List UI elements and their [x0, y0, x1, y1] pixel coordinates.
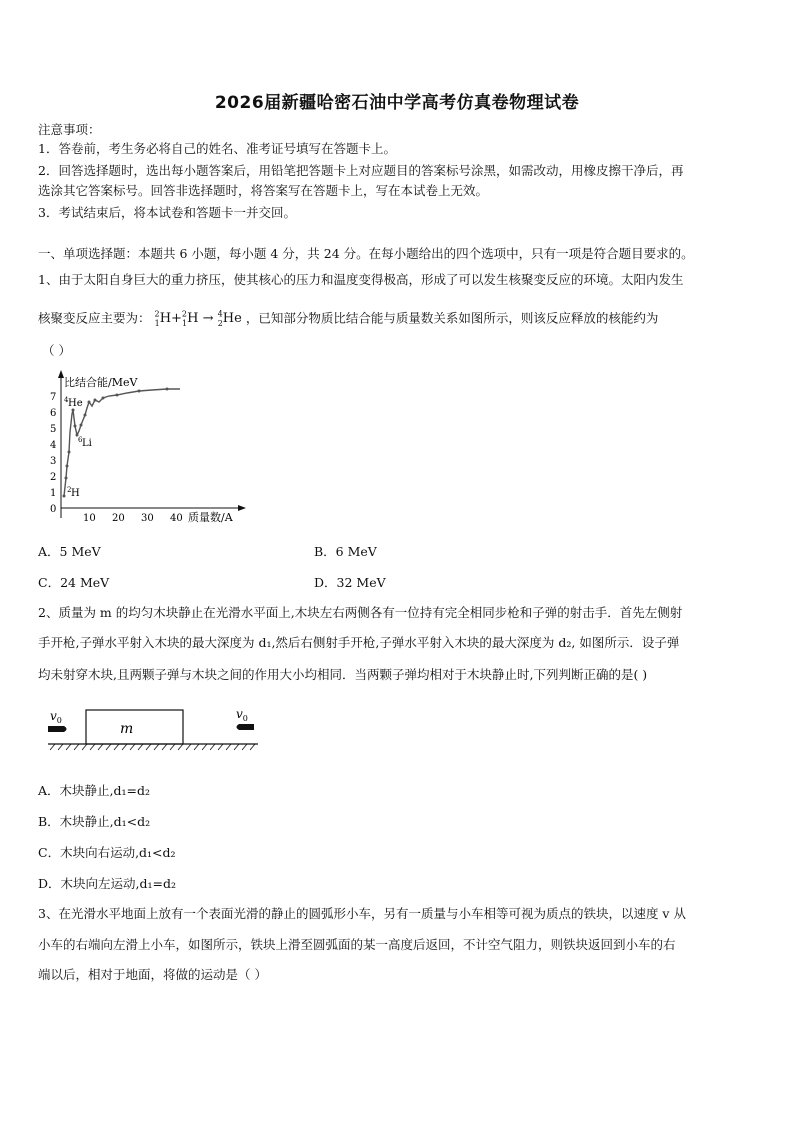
q1-option-b: B．6 MeV: [314, 544, 377, 559]
q1-line-1: 1、由于太阳自身巨大的重力挤压，使其核心的压力和温度变得极高，形成了可以发生核聚变反应的环境。太阳内发生: [38, 272, 684, 287]
y-ticks: [50, 392, 56, 515]
q2-line-2: 手开枪,子弹水平射入木块的最大深度为 d₁,然后右侧射手开枪,子弹水平射入木块的最大深度为 d₂, 如图所示．设子弹: [38, 635, 680, 650]
section-heading: 一、单项选择题：本题共 6 小题，每小题 4 分，共 24 分。在每小题给出的四个选项中，只有一项是符合题目要求的。: [38, 246, 694, 261]
y-tick-0: 0: [50, 504, 57, 515]
notice-item-3: 3．考试结束后，将本试卷和答题卡一并交回。: [38, 205, 296, 220]
page-title: 2026届新疆哈密石油中学高考仿真卷物理试卷: [214, 93, 580, 113]
y-tick-6: 6: [50, 408, 57, 419]
q3-line-3: 端以后，相对于地面，将做的运动是（ ）: [38, 967, 267, 982]
q2-option-d: D．木块向左运动,d₁=d₂: [38, 876, 176, 891]
y-tick-1: 1: [50, 488, 57, 499]
he-label: He: [68, 398, 83, 409]
right-bullet: [237, 724, 255, 730]
y-tick-4: 4: [50, 440, 57, 451]
q2-line-3: 均未射穿木块,且两颗子弹与木块之间的作用大小均相同．当两颗子弹均相对于木块静止时,下列判断正确的是( ): [38, 667, 648, 682]
x-tick-10: 10: [83, 513, 96, 524]
block-bullets-diagram: [44, 704, 264, 758]
q2-line-1: 2、质量为 m 的均匀木块静止在光滑水平面上,木块左右两侧各有一位持有完全相同步枪和子弹的射击手．首先左侧射: [38, 605, 683, 620]
h-sup: 2: [67, 486, 72, 494]
notice-item-2: 2．回答选择题时，选出每小题答案后，用铅笔把答题卡上对应题目的答案标号涂黑，如需改动，用橡皮擦干净后，再: [38, 163, 684, 178]
h-label: H: [71, 488, 80, 499]
fusion-equation: $^2_1$H+$^2_1$H → $^4_2$He: [154, 310, 242, 329]
q1-option-c: C．24 MeV: [38, 575, 110, 590]
q1-line-2-pre: 核聚变反应主要为：: [38, 310, 151, 326]
left-velocity-label: $v_0$: [50, 709, 62, 725]
li-label: Li: [82, 438, 92, 449]
li-sup: 6: [78, 436, 83, 444]
x-ticks: [83, 513, 183, 524]
q2-option-c: C．木块向右运动,d₁<d₂: [38, 845, 176, 860]
block-mass-label: m: [120, 721, 134, 737]
ground-hatching: [50, 744, 255, 750]
q1-line-2-post: ，已知部分物质比结合能与质量数关系如图所示，则该反应释放的核能约为: [245, 310, 659, 326]
y-axis-label: 比结合能/MeV: [64, 376, 138, 389]
q1-answer-paren: （ ）: [42, 343, 71, 358]
x-axis-label: 质量数/A: [188, 511, 233, 524]
notice-item-2-cont: 选涂其它答案标号。回答非选择题时，将答案写在答题卡上，写在本试卷上无效。: [38, 183, 489, 198]
x-axis-arrow: [238, 505, 246, 511]
q1-line-2: [38, 306, 658, 329]
left-bullet: [48, 726, 67, 732]
x-tick-30: 30: [141, 513, 154, 524]
q2-option-b: B．木块静止,d₁<d₂: [38, 814, 151, 829]
notice-heading: 注意事项：: [38, 122, 101, 137]
binding-energy-chart: [42, 368, 262, 528]
q1-option-d: D．32 MeV: [314, 575, 386, 590]
q3-line-2: 小车的右端向左滑上小车，如图所示，铁块上滑至圆弧面的某一高度后返回，不计空气阻力，则铁块返回到小车的右: [38, 937, 676, 952]
y-tick-3: 3: [50, 456, 57, 467]
y-tick-2: 2: [50, 472, 57, 483]
y-tick-5: 5: [50, 424, 57, 435]
right-velocity-label: $v_0$: [236, 707, 248, 723]
he-sup: 4: [64, 396, 69, 404]
x-tick-40: 40: [170, 513, 183, 524]
y-tick-7: 7: [50, 392, 57, 403]
notice-item-1: 1．答卷前，考生务必将自己的姓名、准考证号填写在答题卡上。: [38, 141, 396, 156]
q3-line-1: 3、在光滑水平地面上放有一个表面光滑的静止的圆弧形小车，另有一质量与小车相等可视为质点的铁块，以速度 v 从: [38, 906, 686, 921]
q1-option-a: A．5 MeV: [38, 544, 101, 559]
wooden-block: [86, 710, 183, 744]
q2-option-a: A．木块静止,d₁=d₂: [38, 783, 150, 798]
x-tick-20: 20: [112, 513, 125, 524]
